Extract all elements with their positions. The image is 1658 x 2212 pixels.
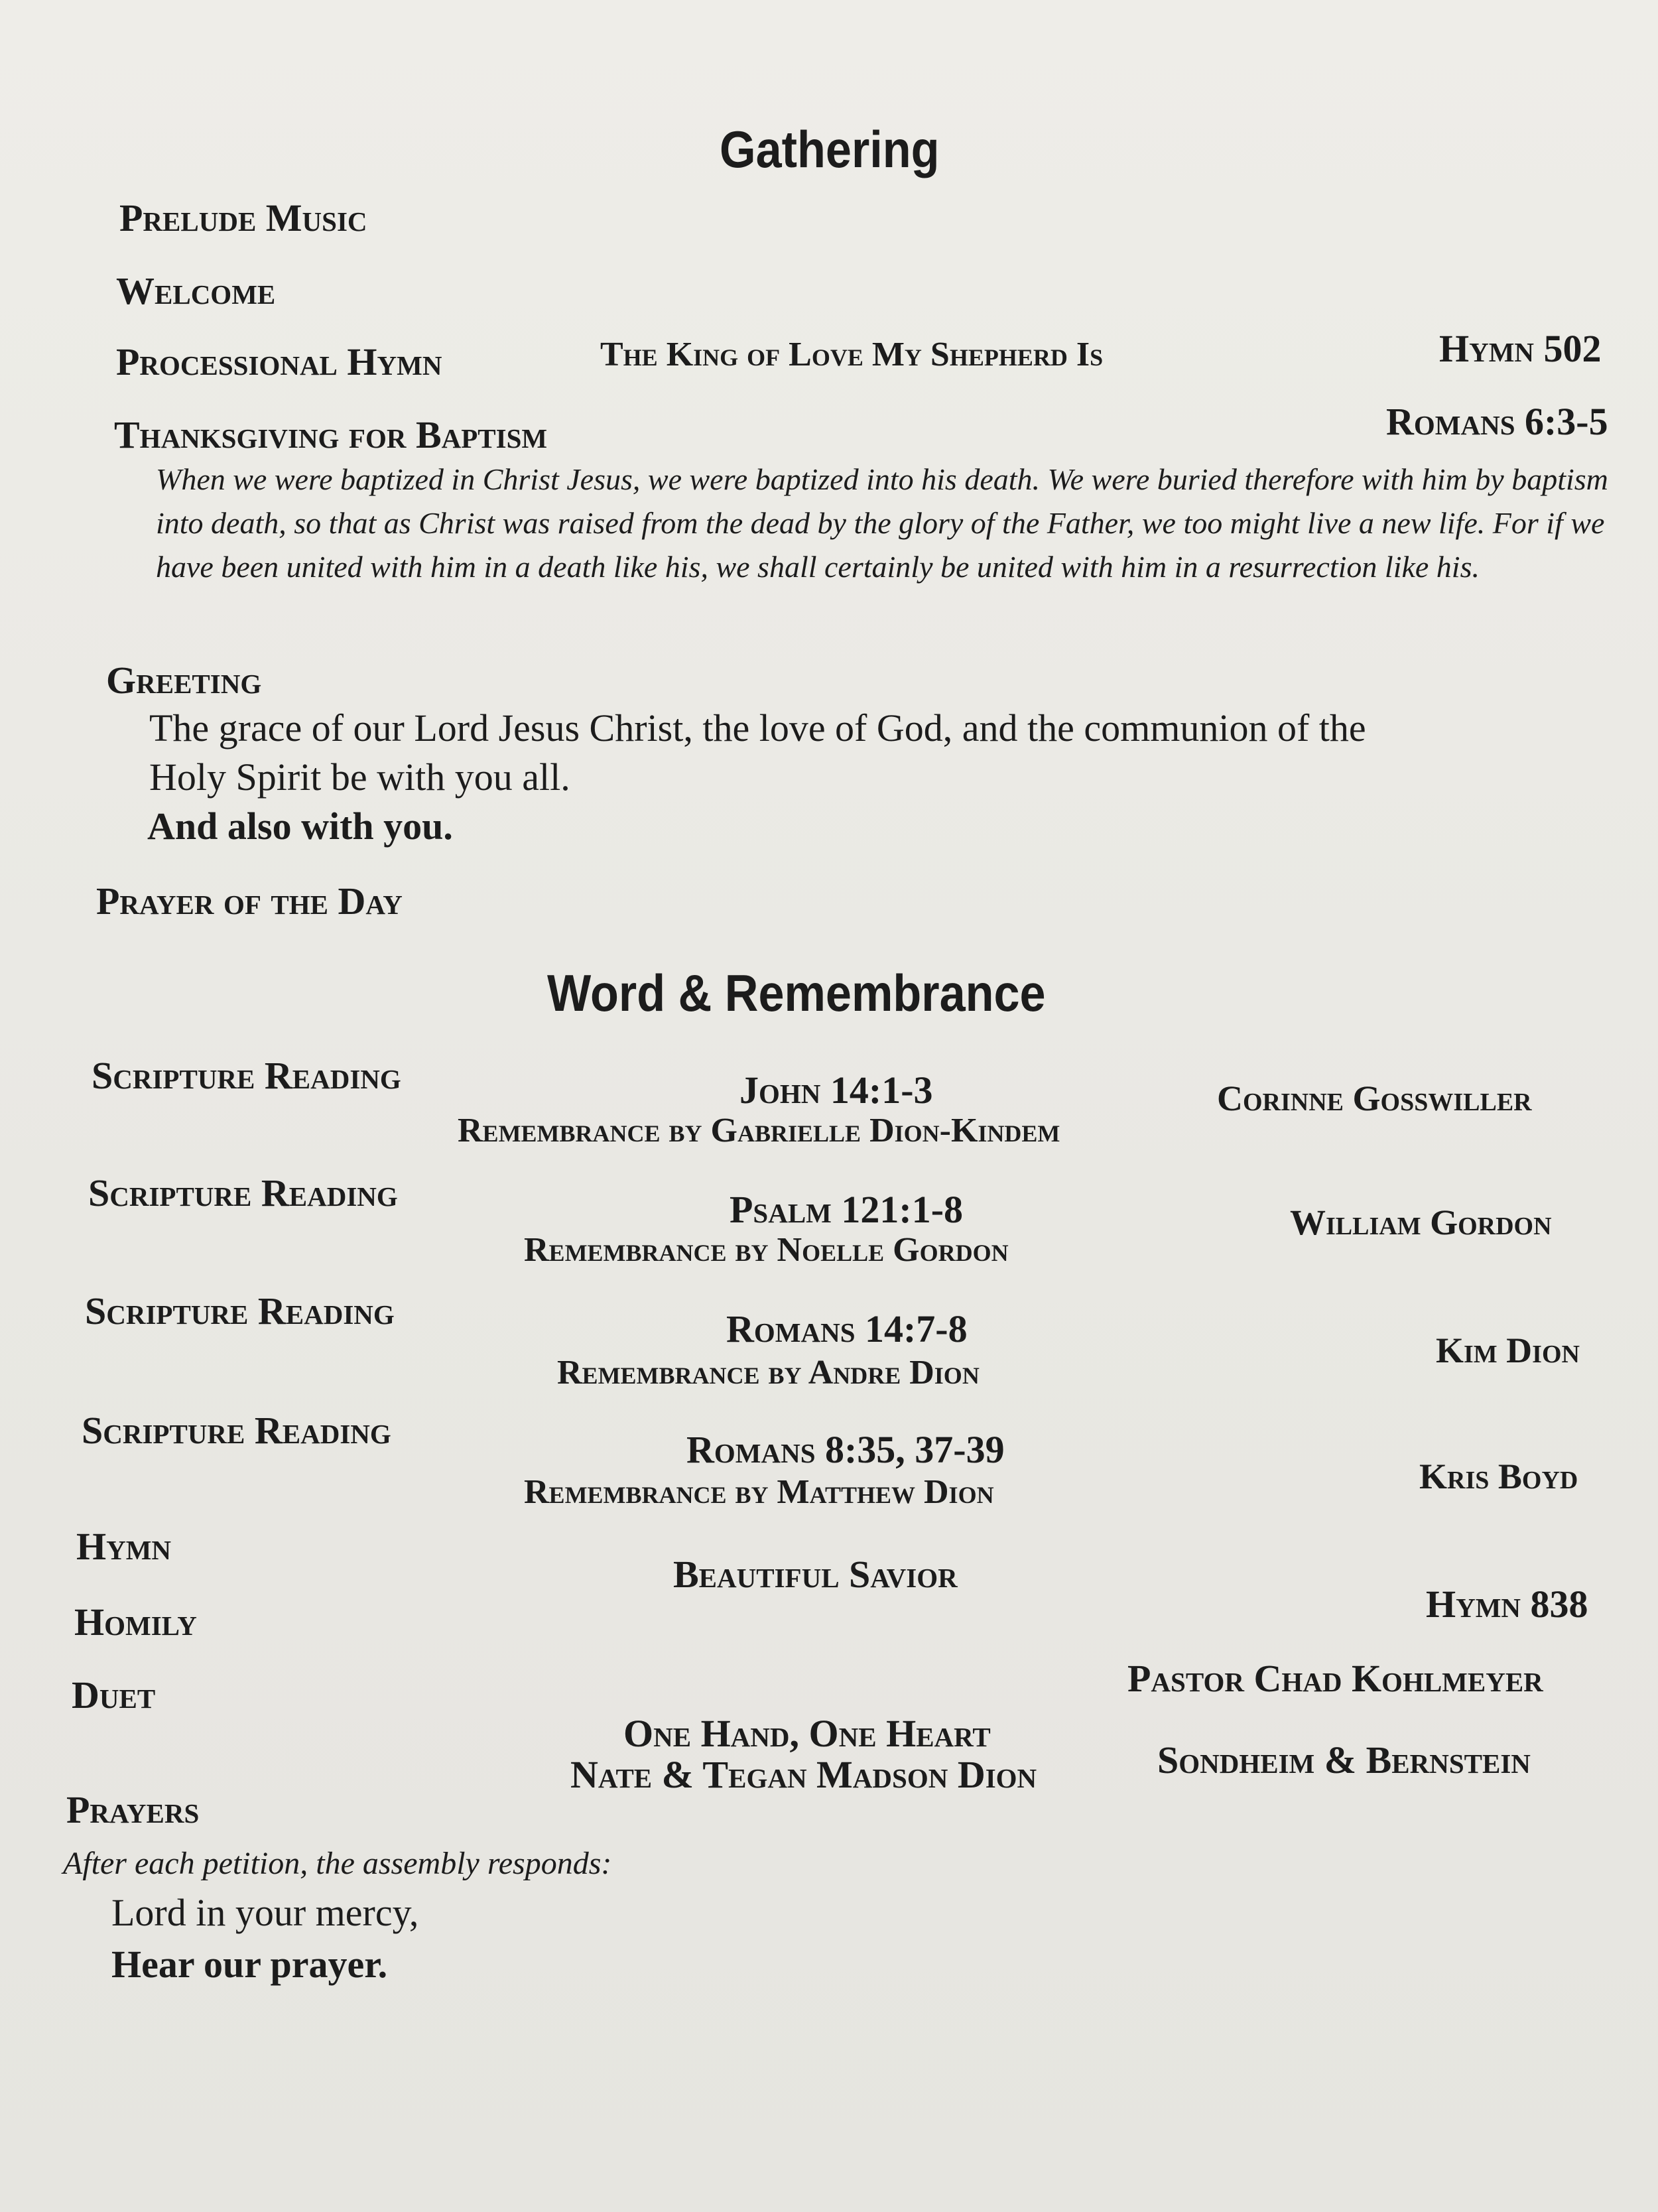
section-heading-word: Word & Remembrance: [547, 964, 1046, 1022]
prayer-of-day-label: Prayer of the Day: [96, 879, 403, 923]
greeting-line-2: Holy Spirit be with you all.: [149, 755, 570, 799]
prayers-label: Prayers: [66, 1788, 200, 1831]
homily-label: Homily: [74, 1600, 197, 1644]
prayers-response: Hear our prayer.: [111, 1943, 388, 1986]
reading-4-label: Scripture Reading: [82, 1409, 391, 1452]
reading-2-label: Scripture Reading: [88, 1171, 398, 1214]
reading-2-remembrance: Remembrance by Noelle Gordon: [524, 1231, 1009, 1269]
duet-title: One Hand, One Heart: [623, 1712, 991, 1755]
section-heading-gathering: Gathering: [720, 120, 940, 178]
processional-title: The King of Love My Shepherd Is: [600, 336, 1104, 373]
reading-4-remembrance: Remembrance by Matthew Dion: [524, 1473, 994, 1511]
duet-label: Duet: [72, 1673, 156, 1717]
reading-3-remembrance: Remembrance by Andre Dion: [557, 1354, 980, 1392]
reading-2-reader: William Gordon: [1290, 1203, 1552, 1242]
prayers-call: Lord in your mercy,: [111, 1891, 419, 1934]
homily-speaker: Pastor Chad Kohlmeyer: [1127, 1657, 1543, 1700]
prelude-label: Prelude Music: [119, 196, 367, 239]
reading-1-ref: John 14:1-3: [739, 1069, 933, 1112]
processional-label: Processional Hymn: [116, 340, 442, 383]
thanksgiving-label: Thanksgiving for Baptism: [114, 413, 548, 456]
reading-1-label: Scripture Reading: [92, 1054, 401, 1097]
processional-ref: Hymn 502: [1439, 327, 1602, 370]
hymn-label: Hymn: [76, 1525, 172, 1568]
reading-2-ref: Psalm 121:1-8: [730, 1188, 964, 1231]
reading-3-ref: Romans 14:7-8: [726, 1307, 968, 1350]
reading-4-ref: Romans 8:35, 37-39: [686, 1428, 1005, 1471]
duet-composer: Sondheim & Bernstein: [1157, 1738, 1531, 1782]
greeting-line-1: The grace of our Lord Jesus Christ, the love of God, and the communion of the: [149, 706, 1366, 749]
hymn-title: Beautiful Savior: [673, 1553, 958, 1596]
greeting-response: And also with you.: [147, 805, 453, 848]
duet-performers: Nate & Tegan Madson Dion: [570, 1753, 1037, 1796]
greeting-label: Greeting: [106, 659, 262, 702]
reading-3-reader: Kim Dion: [1436, 1331, 1580, 1370]
baptism-scripture-text: When we were baptized in Christ Jesus, we were baptized into his death. We were buried therefore with him by baptism into death, so that as Christ was raised from the dead by the glory of the Father, we too might live a new life. For if we have been united with him in a death like his, we shall certainly be united with him in a resurrection like his.: [156, 462, 1608, 584]
thanksgiving-ref: Romans 6:3-5: [1386, 400, 1608, 443]
welcome-label: Welcome: [116, 269, 276, 312]
reading-3-label: Scripture Reading: [85, 1289, 395, 1333]
reading-4-reader: Kris Boyd: [1419, 1457, 1578, 1496]
hymn-ref: Hymn 838: [1426, 1583, 1588, 1626]
reading-1-reader: Corinne Gosswiller: [1217, 1078, 1532, 1118]
reading-1-remembrance: Remembrance by Gabrielle Dion-Kindem: [458, 1112, 1060, 1149]
prayers-instruction: After each petition, the assembly responds:: [63, 1846, 612, 1881]
